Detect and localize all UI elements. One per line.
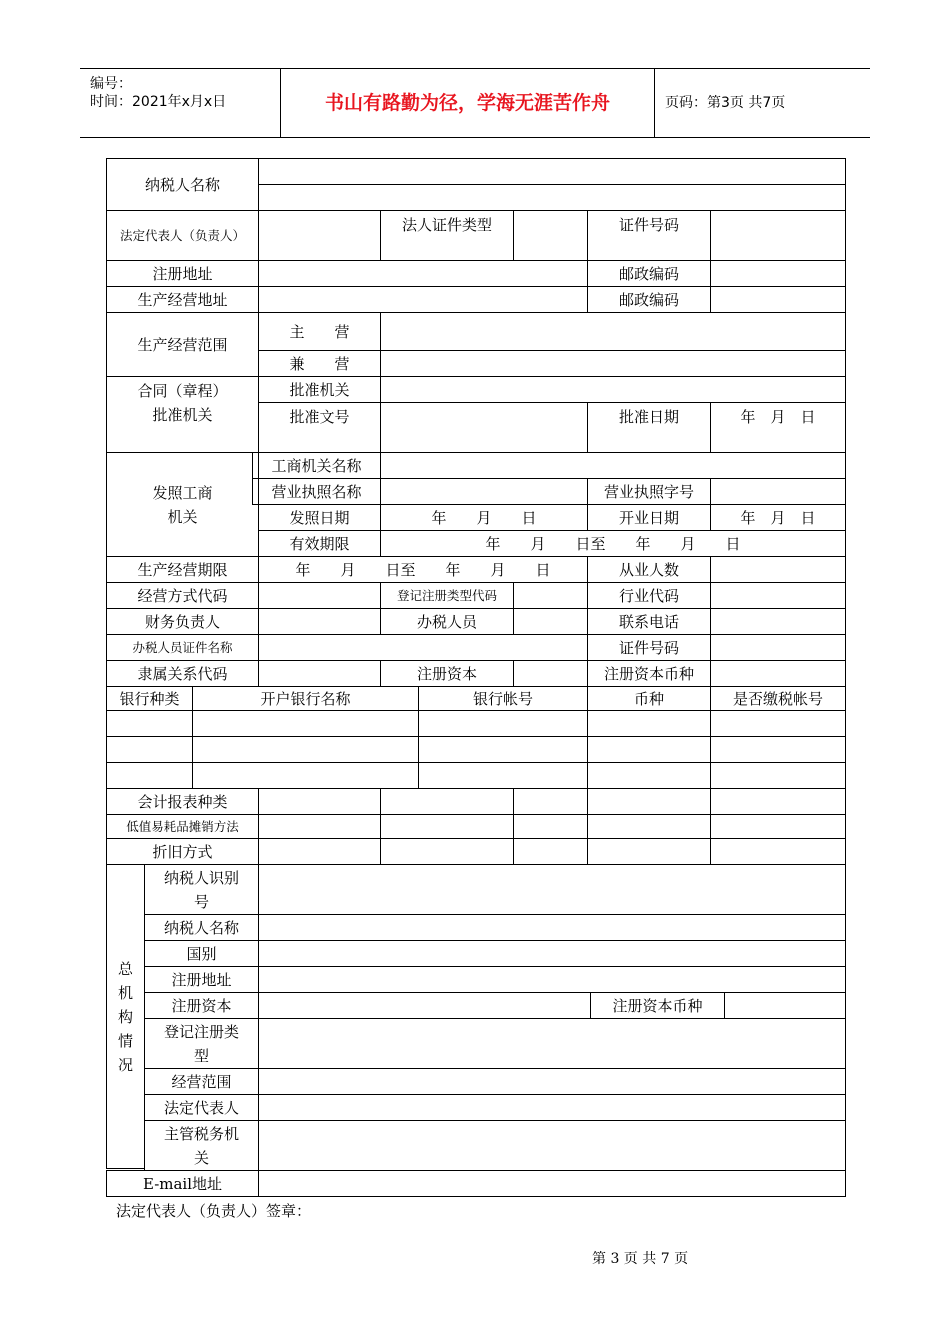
form-label-text: 年 月 日 (740, 408, 816, 426)
form-label (258, 402, 381, 453)
form-input-cell[interactable] (710, 762, 846, 789)
form-input-cell[interactable] (380, 478, 588, 505)
form-label-text: 登记注册类型代码 (396, 587, 497, 603)
form-label (144, 914, 259, 941)
form-label (144, 940, 259, 967)
form-input-cell[interactable] (106, 736, 193, 763)
form-label-text: 注册资本币种 (603, 664, 694, 683)
form-label (106, 608, 259, 635)
form-input-cell[interactable] (418, 710, 588, 737)
form-label (258, 312, 381, 351)
form-label-text: 证件号码 (618, 638, 679, 657)
form-input-cell[interactable] (710, 814, 846, 839)
form-label (587, 686, 711, 711)
form-label (106, 210, 259, 261)
form-label (106, 1170, 259, 1197)
form-label-text: 办税人员证件名称 (132, 639, 233, 655)
form-label-text: E-mail地址 (142, 1174, 223, 1193)
form-label-text: 合同（章程） 批准机关 (137, 382, 228, 424)
form-input-cell[interactable] (380, 350, 846, 377)
form-label (380, 210, 514, 261)
form-label-text: 批准机关 (289, 380, 350, 399)
page-footer: 第 3 页 共 7 页 (592, 1251, 689, 1267)
form-input-cell[interactable] (380, 402, 588, 453)
form-label-text: 营业执照名称 (271, 482, 362, 501)
form-input-cell[interactable] (710, 478, 846, 505)
form-label-text: 批准文号 (289, 408, 350, 426)
form-label (106, 582, 259, 609)
form-label-text: 邮政编码 (618, 264, 679, 283)
form-label-text: 注册地址 (171, 970, 232, 989)
form-label (252, 478, 381, 505)
form-label-text: 开户银行名称 (260, 689, 351, 708)
form-input-cell[interactable] (258, 814, 381, 839)
form-input-cell[interactable] (710, 634, 846, 661)
form-label (106, 158, 259, 211)
form-input-cell[interactable] (418, 762, 588, 789)
form-input-cell[interactable] (380, 376, 846, 403)
form-label-text: 纳税人识别 号 (163, 868, 239, 911)
form-input-cell[interactable] (106, 710, 193, 737)
form-label (106, 660, 259, 687)
form-label-text: 有效期限 (289, 534, 350, 553)
form-label-text: 发照日期 (289, 508, 350, 527)
form-label-text: 年 月 日至 年 月 日 (295, 560, 551, 579)
form-input-cell[interactable] (710, 556, 846, 583)
form-label (106, 838, 259, 865)
form-input-cell[interactable] (258, 260, 588, 287)
form-label-text: 办税人员 (416, 612, 477, 631)
form-label (106, 788, 259, 815)
form-label-text: 生产经营期限 (137, 560, 228, 579)
form-label (144, 1068, 259, 1095)
form-label (710, 686, 846, 711)
form-input-cell[interactable] (587, 788, 711, 815)
form-label (710, 504, 846, 531)
form-input-cell[interactable] (710, 286, 846, 313)
time-label: 时间：2021年x月x日 (90, 94, 227, 110)
form-label-text: 低值易耗品摊销方法 (126, 818, 239, 834)
form-input-cell[interactable] (513, 838, 588, 865)
form-input-cell[interactable] (513, 660, 588, 687)
signature-label: 法定代表人（负责人）签章： (116, 1202, 312, 1220)
page-info: 页码：第3页 共7页 (665, 95, 786, 111)
form-label (258, 504, 381, 531)
form-input-cell[interactable] (192, 710, 419, 737)
form-label-text: 营业执照字号 (603, 482, 694, 501)
form-label-text: 会计报表种类 (137, 792, 228, 811)
form-label (587, 402, 711, 453)
form-label (106, 864, 145, 1169)
form-input-cell[interactable] (513, 814, 588, 839)
form-label-text: 纳税人名称 (144, 175, 220, 194)
form-input-cell[interactable] (258, 1120, 846, 1171)
form-input-cell[interactable] (380, 788, 514, 815)
form-label-text: 年 月 日 (740, 508, 816, 527)
form-label (106, 286, 259, 313)
form-label (587, 634, 711, 661)
form-input-cell[interactable] (710, 710, 846, 737)
form-label (144, 1018, 259, 1069)
form-input-cell[interactable] (710, 582, 846, 609)
form-label (252, 452, 381, 479)
form-label (106, 686, 193, 711)
form-label-text: 法人证件类型 (401, 216, 492, 234)
form-label-text: 证件号码 (618, 216, 679, 234)
form-input-cell[interactable] (258, 634, 588, 661)
form-input-cell[interactable] (513, 788, 588, 815)
form-label (587, 660, 711, 687)
form-label-text: 银行种类 (119, 689, 180, 708)
form-input-cell[interactable] (258, 582, 381, 609)
form-label (106, 312, 259, 377)
form-input-cell[interactable] (587, 710, 711, 737)
form-label (380, 660, 514, 687)
form-label-text: 纳税人名称 (163, 918, 239, 937)
form-input-cell[interactable] (258, 1094, 846, 1121)
form-label (106, 452, 259, 557)
form-label-text: 注册地址 (152, 264, 213, 283)
form-label (258, 376, 381, 403)
form-label-text: 主管税务机 关 (163, 1124, 239, 1167)
form-input-cell[interactable] (258, 992, 591, 1019)
form-label-text: 国别 (186, 944, 217, 963)
number-label: 编号： (90, 76, 132, 92)
form-label (380, 582, 514, 609)
form-label (144, 1094, 259, 1121)
form-input-cell[interactable] (106, 762, 193, 789)
form-input-cell[interactable] (258, 660, 381, 687)
form-input-cell[interactable] (710, 210, 846, 261)
form-label (258, 350, 381, 377)
form-label (106, 634, 259, 661)
form-input-cell[interactable] (258, 1018, 846, 1069)
form-label (380, 608, 514, 635)
form-input-cell[interactable] (258, 608, 381, 635)
form-input-cell[interactable] (192, 736, 419, 763)
form-input-cell[interactable] (710, 736, 846, 763)
form-input-cell[interactable] (258, 940, 846, 967)
form-input-cell[interactable] (258, 914, 846, 941)
form-label-text: 隶属关系代码 (137, 664, 228, 683)
form-input-cell[interactable] (258, 210, 381, 261)
form-label-text: 生产经营地址 (137, 290, 228, 309)
form-label-text: 开业日期 (618, 508, 679, 527)
form-label-text: 折旧方式 (152, 842, 213, 861)
form-label (587, 478, 711, 505)
form-label-text: 经营方式代码 (137, 586, 228, 605)
form-label-text: 发照工商 机关 (152, 483, 213, 526)
form-label-text: 财务负责人 (144, 612, 220, 631)
form-input-cell[interactable] (258, 1170, 846, 1197)
form-label-text: 法定代表人（负责人） (119, 227, 245, 243)
form-label (144, 864, 259, 915)
form-label-text: 币种 (633, 689, 664, 708)
form-label-text: 银行帐号 (472, 689, 533, 708)
form-label-text: 批准日期 (618, 408, 679, 426)
form-label (144, 992, 259, 1019)
form-input-cell[interactable] (710, 608, 846, 635)
form-label (590, 992, 725, 1019)
form-input-cell[interactable] (192, 762, 419, 789)
form-input-cell[interactable] (710, 838, 846, 865)
form-input-cell[interactable] (587, 736, 711, 763)
form-label-text: 联系电话 (618, 612, 679, 631)
form-label (587, 582, 711, 609)
form-label-text: 注册资本 (171, 996, 232, 1015)
form-input-cell[interactable] (587, 814, 711, 839)
form-input-cell[interactable] (258, 158, 846, 185)
form-input-cell[interactable] (258, 286, 588, 313)
form-input-cell[interactable] (258, 1068, 846, 1095)
form-label-text: 邮政编码 (618, 290, 679, 309)
form-label (258, 556, 588, 583)
form-input-cell[interactable] (710, 788, 846, 815)
form-input-cell[interactable] (724, 992, 846, 1019)
form-input-cell[interactable] (513, 210, 588, 261)
form-label (106, 376, 259, 453)
form-label (380, 530, 846, 557)
form-input-cell[interactable] (587, 838, 711, 865)
motto: 书山有路勤为径，学海无涯苦作舟 (281, 69, 655, 137)
form-label (587, 556, 711, 583)
form-input-cell[interactable] (710, 660, 846, 687)
form-input-cell[interactable] (380, 838, 514, 865)
form-input-cell[interactable] (258, 838, 381, 865)
form-label (106, 556, 259, 583)
form-label-text: 行业代码 (618, 586, 679, 605)
form-label-text: 法定代表人 (163, 1098, 239, 1117)
form-label-text: 生产经营范围 (137, 335, 228, 354)
form-label (258, 530, 381, 557)
form-label (106, 260, 259, 287)
page-header (80, 68, 870, 138)
form-label (144, 966, 259, 993)
form-label (418, 686, 588, 711)
form-input-cell[interactable] (418, 736, 588, 763)
form-label (144, 1120, 259, 1171)
form-label (192, 686, 419, 711)
form-label (380, 504, 588, 531)
form-label-text: 年 月 日 (431, 508, 537, 527)
form-label-text: 经营范围 (171, 1072, 232, 1091)
form-input-cell[interactable] (513, 582, 588, 609)
form-label-text: 总 机 构 情 况 (117, 959, 133, 1074)
form-input-cell[interactable] (258, 184, 846, 211)
form-label (587, 260, 711, 287)
form-label (587, 286, 711, 313)
form-label (587, 504, 711, 531)
form-label (587, 608, 711, 635)
form-label (106, 814, 259, 839)
form-input-cell[interactable] (380, 814, 514, 839)
form-label-text: 是否缴税帐号 (732, 689, 823, 708)
form-label-text: 年 月 日至 年 月 日 (485, 534, 741, 553)
form-input-cell[interactable] (587, 762, 711, 789)
form-label (587, 210, 711, 261)
form-input-cell[interactable] (380, 312, 846, 351)
form-label-text: 注册资本 (416, 664, 477, 683)
form-label-text: 工商机关名称 (271, 456, 362, 475)
form-input-cell[interactable] (258, 864, 846, 915)
form-label (710, 402, 846, 453)
form-label-text: 注册资本币种 (612, 996, 703, 1015)
form-label-text: 从业人数 (618, 560, 679, 579)
form-label-text: 兼 营 (289, 354, 350, 373)
form-input-cell[interactable] (258, 966, 846, 993)
form-input-cell[interactable] (258, 788, 381, 815)
header-info (80, 69, 281, 137)
form-label-text: 登记注册类 型 (163, 1022, 239, 1065)
form-input-cell[interactable] (710, 260, 846, 287)
form-input-cell[interactable] (513, 608, 588, 635)
form-label-text: 主 营 (289, 322, 350, 341)
